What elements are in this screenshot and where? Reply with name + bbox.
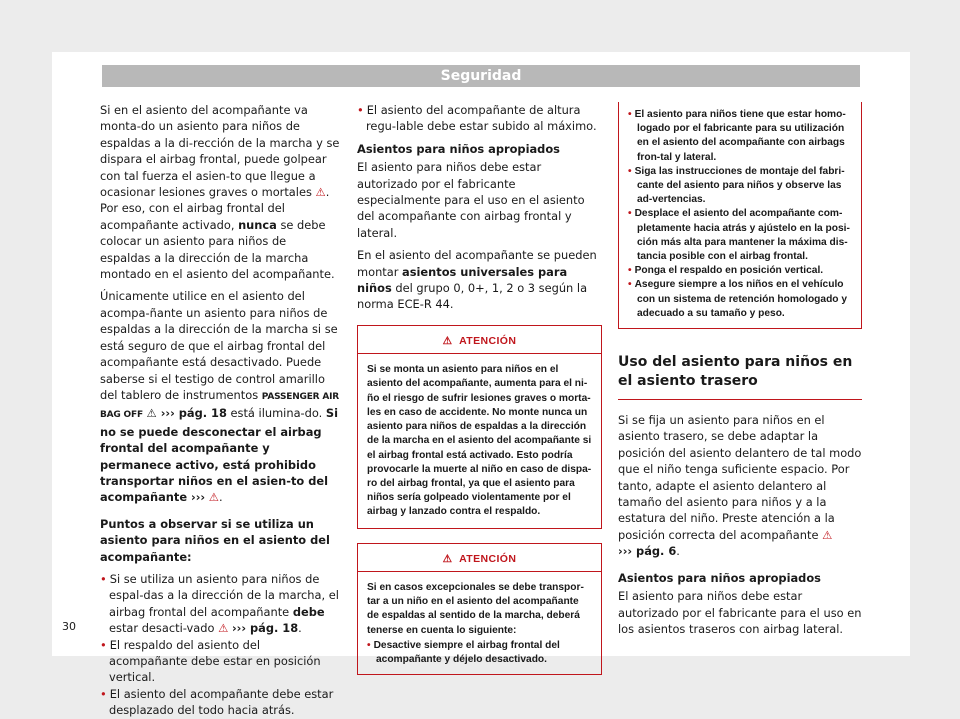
warning-icon: ⚠ xyxy=(442,334,453,347)
subheading: Puntos a observar si se utiliza un asiento para niños en el asiento del acompañante: xyxy=(100,516,330,564)
warning-icon: ⚠ xyxy=(442,552,453,565)
paragraph: Si se fija un asiento para niños en el asiento trasero, se debe adaptar la posición del asiento delantero de tal modo que el niño tenga suficiente espacio. Por tanto, adapte el asiento delantero al tamaño del asiento para niños y a la estatura del niño. Preste atención a la posición correcta del acompañante ⚠ ››› pág. 6. xyxy=(618,413,862,559)
page-link[interactable]: ››› pág. 6 xyxy=(618,544,677,559)
warning-icon: ⚠ xyxy=(208,490,219,505)
list-item: • El asiento del acompañante debe estar desplazado del todo hacia atrás. xyxy=(100,686,334,718)
bullet-icon: • xyxy=(628,165,632,177)
paragraph: Únicamente utilice en el asiento del acompa-ñante un asiento para niños de espaldas a la dirección de la marcha si se está seguro de que el airbag frontal del acompañante está desactivado. Puede saberse si el testigo de control amarillo del tablero de instrumentos PASSENGER AIR BAG OFF ⚠ ››› pág. 18 está ilumina-do. Si no se puede desconectar el airbag frontal del acompañante y permanece activo, está prohibido transportar niños en el asien-to del acompañante ››› ⚠. xyxy=(100,289,339,505)
airbag-off-label: PASSENGER AIR BAG OFF xyxy=(100,391,339,421)
warning-text: Si en casos excepcionales se debe transpor-tar a un niño en el asiento del acompañante de espaldas al sentido de la marcha, deberá tenerse en cuenta lo siguiente: xyxy=(367,581,584,636)
page-link[interactable]: ››› pág. 18 xyxy=(231,621,299,636)
warning-icon: ⚠ xyxy=(218,621,229,636)
bullet-icon: • xyxy=(357,103,364,117)
warning-box-title: ⚠ ATENCIÓN xyxy=(357,325,602,353)
manual-page xyxy=(52,52,910,718)
warning-list-item: • Desplace el asiento del acompañante com-pletamente hacia atrás y ajústelo en la posi-ción más alta para mantener la máxima dis-tancia posible con el airbag frontal. xyxy=(628,208,850,263)
bullet-icon: • xyxy=(628,109,632,120)
bullet-icon: • xyxy=(100,571,107,586)
bullet-icon: • xyxy=(628,279,632,291)
warning-box-title: ⚠ ATENCIÓN xyxy=(357,543,602,571)
warning-icon: ⚠ xyxy=(822,527,833,542)
warning-box-2 xyxy=(357,543,602,676)
warning-text: Si se monta un asiento para niños en el asiento del acompañante, aumenta para el ni-ño el riesgo de sufrir lesiones graves o morta-les en caso de accidente. No monte nunca un asiento para niños de espaldas a la dirección de la marcha en el asiento del acompañante si el airbag frontal está activado. Esto podría provocarle la muerte al niño en caso de dispa-ro del airbag frontal, ya que el asiento para niños sería golpeado violentamente por el airbag y lanzado contra el respaldo. xyxy=(367,364,592,518)
warning-box-1 xyxy=(357,325,602,529)
page-number: 30 xyxy=(62,620,76,633)
subheading: Asientos para niños apropiados xyxy=(618,570,821,585)
paragraph: Si en el asiento del acompañante va monta-do un asiento para niños de espaldas a la di-rección de la marcha y se dispara el airbag frontal, puede golpear con tal fuerza el asien-to que llegue a ocasionar lesiones graves o mortales ⚠. Por eso, con el airbag frontal del acompañante activado, nunca se debe colocar un asiento para niños de espaldas a la dirección de la marcha montado en el asiento del acompañante. xyxy=(100,103,340,282)
column-1 xyxy=(100,102,340,719)
bullet-icon: • xyxy=(100,637,107,652)
paragraph: El asiento para niños debe estar autorizado por el fabricante especialmente para el uso en el asiento del acompañante con airbag frontal y lateral. xyxy=(357,160,585,240)
warning-box-continued xyxy=(618,102,862,329)
list-item: • El respaldo del asiento del acompañante debe estar en posición vertical. xyxy=(100,637,321,685)
list-item: • Si se utiliza un asiento para niños de espal-das a la dirección de la marcha, el airbag frontal del acompañante debe estar desacti-vado ⚠ ››› pág. 18. xyxy=(100,571,339,636)
column-2 xyxy=(357,102,602,675)
subheading: Asientos para niños apropiados xyxy=(357,141,560,156)
bullet-icon: • xyxy=(367,639,371,651)
section-header: Seguridad xyxy=(102,65,860,87)
list-item: • El asiento del acompañante de altura regu-lable debe estar subido al máximo. xyxy=(357,103,597,134)
warning-icon: ⚠ xyxy=(315,185,326,200)
warning-list-item: • Ponga el respaldo en posición vertical. xyxy=(628,265,824,277)
page-link[interactable]: ››› pág. 18 xyxy=(156,406,227,421)
airbag-off-icon: ⚠ xyxy=(142,406,157,421)
warning-list-item: • El asiento para niños tiene que estar homo-logado por el fabricante para su utilización en el asiento del acompañante con airbags fron-tal y lateral. xyxy=(628,109,846,163)
paragraph: En el asiento del acompañante se pueden montar asientos universales para niños del grupo 0, 0+, 1, 2 o 3 según la norma ECE-R 44. xyxy=(357,248,597,312)
column-3 xyxy=(618,102,862,643)
bullet-icon: • xyxy=(628,265,632,277)
paragraph: El asiento para niños debe estar autorizado por el fabricante para el uso en los asientos traseros con airbag lateral. xyxy=(618,589,862,636)
warning-list-item: • Asegure siempre a los niños en el vehículo con un sistema de retención homologado y adecuado a su tamaño y peso. xyxy=(628,279,848,319)
warning-list-item: • Siga las instrucciones de montaje del fabri-cante del asiento para niños y observe las ad-vertencias. xyxy=(628,165,845,206)
bullet-icon: • xyxy=(628,208,632,220)
warning-list-item: • Desactive siempre el airbag frontal del acompañante y déjelo desactivado. xyxy=(367,639,560,665)
section-heading: Uso del asiento para niños en el asiento trasero xyxy=(618,353,862,400)
bullet-icon: • xyxy=(100,686,107,701)
